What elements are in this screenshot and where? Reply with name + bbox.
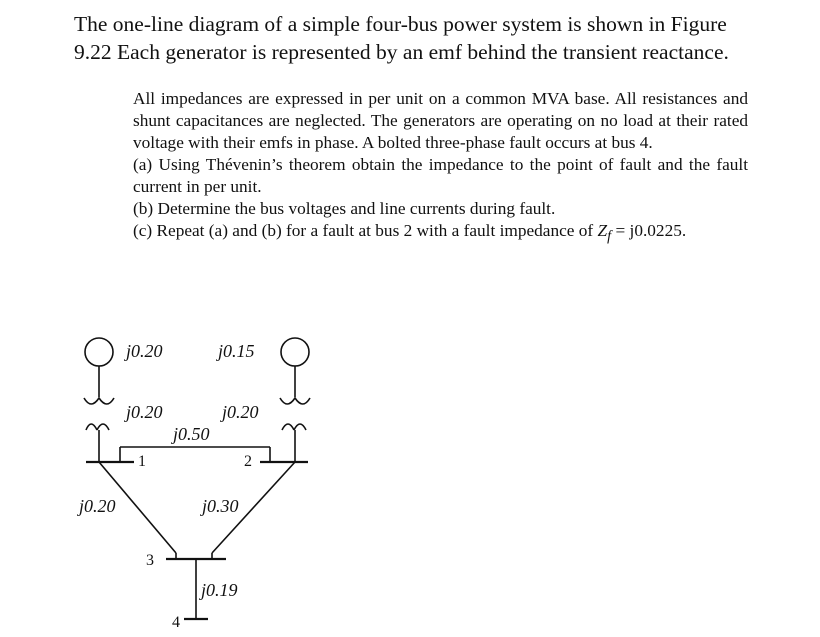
line-3-4-label: j0.19 bbox=[201, 580, 238, 600]
line-1-3-label: j0.20 bbox=[79, 496, 116, 516]
part-c-prefix: (c) Repeat (a) and (b) for a fault at bus 2 with a fault impedance of bbox=[133, 221, 594, 240]
xfmr2-coil-right bbox=[294, 424, 306, 430]
line-2-3-label: j0.30 bbox=[202, 496, 239, 516]
part-b: (b) Determine the bus voltages and line currents during fault. bbox=[133, 199, 556, 218]
xfmr1-coil-left bbox=[86, 424, 97, 430]
xfmr1-reactance-label: j0.20 bbox=[126, 402, 163, 422]
gen2-reactance-label: j0.15 bbox=[218, 341, 255, 361]
part-c-suffix: = j0.0225. bbox=[615, 221, 687, 240]
bus-2-label: 2 bbox=[244, 453, 252, 470]
problem-paragraph: All impedances are expressed in per unit on a common MVA base. All resistances and shunt capacitances are neglected. The generators are operating on no load at their rated voltage with their emfs in phase. A bolted three-phase fault occurs at bus 4. bbox=[133, 89, 748, 152]
gen1-reactance-label: j0.20 bbox=[126, 341, 163, 361]
xfmr2-coil-left bbox=[282, 424, 294, 430]
gen2-xfmr-winding bbox=[280, 398, 310, 404]
bus-1-label: 1 bbox=[138, 453, 146, 470]
xfmr1-coil-right bbox=[97, 424, 109, 430]
problem-intro: The one-line diagram of a simple four-bus power system is shown in Figure 9.22 Each generator is represented by an emf behind the transient reactance. bbox=[74, 12, 729, 64]
fault-impedance-subscript: f bbox=[607, 228, 612, 245]
xfmr2-reactance-label: j0.20 bbox=[222, 402, 259, 422]
generator-2-symbol bbox=[281, 338, 309, 366]
part-a: (a) Using Thévenin’s theorem obtain the impedance to the point of fault and the fault current in per unit. bbox=[133, 155, 748, 196]
generator-1-symbol bbox=[85, 338, 113, 366]
line-1-2-label: j0.50 bbox=[173, 424, 210, 444]
bus-3-label: 3 bbox=[146, 552, 154, 569]
fault-impedance-symbol: Z bbox=[597, 221, 608, 240]
bus-4-label: 4 bbox=[172, 614, 180, 631]
gen1-xfmr-winding bbox=[84, 398, 114, 404]
